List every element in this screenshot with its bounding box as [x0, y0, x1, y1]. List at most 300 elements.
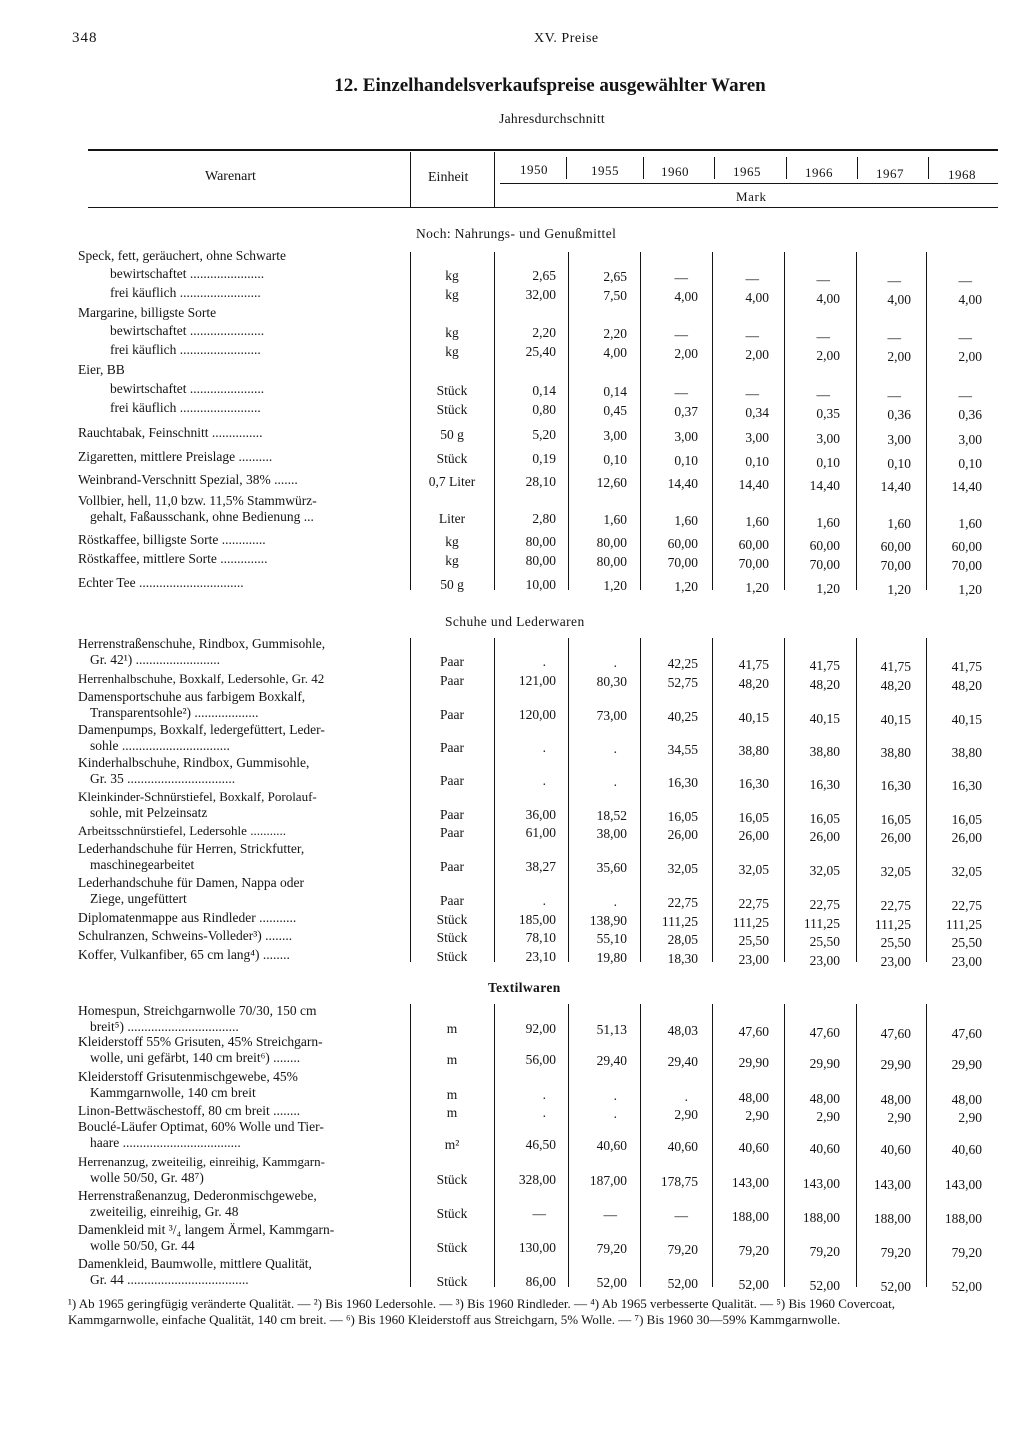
- cell-1960: 42,25: [667, 655, 698, 671]
- cell-1955: 1,20: [603, 577, 627, 593]
- cell-1968: 22,75: [951, 898, 982, 914]
- cell-1968: 1,20: [958, 582, 982, 598]
- column-rule: [410, 1004, 411, 1287]
- cell-1960: 111,25: [661, 913, 698, 929]
- cell-1965: 32,05: [738, 861, 769, 877]
- row-label: sohle, mit Pelzeinsatz: [90, 805, 208, 820]
- row-label: Damenpumps, Boxkalf, ledergefüttert, Leder-: [78, 722, 325, 737]
- chapter-heading: XV. Preise: [534, 31, 599, 46]
- cell-1960: 18,30: [667, 950, 698, 966]
- header-year-1968: 1968: [948, 166, 976, 182]
- cell-1955: 80,00: [596, 534, 627, 550]
- row-unit: Liter: [438, 511, 466, 526]
- row-label: Speck, fett, geräuchert, ohne Schwarte: [78, 248, 287, 263]
- cell-1967: 16,05: [880, 811, 911, 827]
- year-divider: [714, 157, 715, 179]
- cell-1955: 0,45: [603, 402, 627, 418]
- year-divider: [786, 157, 787, 179]
- row-label: Kammgarnwolle, 140 cm breit: [90, 1085, 256, 1100]
- cell-1950: .: [542, 740, 546, 755]
- row-label: haare ...................................: [90, 1135, 241, 1150]
- row-unit: kg: [445, 268, 459, 283]
- cell-1968: 23,00: [951, 954, 982, 970]
- header-year-1960: 1960: [661, 163, 689, 179]
- cell-1955: 2,65: [603, 268, 627, 284]
- cell-1960: 29,40: [667, 1053, 698, 1069]
- cell-1967: 60,00: [880, 538, 911, 554]
- cell-1966: 22,75: [809, 896, 840, 912]
- row-unit: Stück: [436, 383, 468, 398]
- cell-1955: 80,00: [596, 553, 627, 569]
- cell-1966: 0,35: [816, 405, 840, 421]
- cell-1965: 0,34: [745, 404, 769, 420]
- header-currency: Mark: [736, 189, 767, 204]
- cell-1955: 0,10: [603, 451, 627, 467]
- cell-1965: 40,15: [738, 709, 769, 725]
- cell-1950: 10,00: [525, 577, 556, 592]
- row-label: Kleiderstoff 55% Grisuten, 45% Streichgarn-: [78, 1034, 323, 1049]
- cell-1950: 2,20: [532, 325, 556, 340]
- cell-1950: 185,00: [518, 912, 556, 927]
- cell-1967: 1,60: [887, 515, 911, 531]
- cell-1950: 80,00: [525, 534, 556, 549]
- cell-1950: 46,50: [525, 1137, 556, 1152]
- header-einheit: Einheit: [428, 170, 469, 185]
- row-unit: m: [446, 1021, 458, 1036]
- cell-1965: 0,10: [745, 453, 769, 469]
- cell-1955: 2,20: [603, 325, 627, 341]
- header-divider-warenart: [410, 152, 411, 207]
- cell-1955: 80,30: [596, 673, 627, 689]
- cell-1965: 2,00: [745, 346, 769, 362]
- row-label: Homespun, Streichgarnwolle 70/30, 150 cm: [78, 1003, 317, 1018]
- footnotes: ¹) Ab 1965 geringfügig veränderte Qualität. — ²) Bis 1960 Ledersohle. — ³) Bis 1960 Rindleder. — ⁴) Ab 1965 verbesserte Qualität. — ⁵) Bis 1960 Covercoat, Kammgarnwolle, einfache Qualität, 140 cm breit. — ⁶) Bis 1960 Kleiderstoff aus Streichgarn, 5% Wolle. — ⁷) Bis 1960 30—59% Kammgarnwolle.: [68, 1296, 895, 1327]
- cell-1967: 22,75: [880, 897, 911, 913]
- cell-1968: 0,36: [958, 407, 982, 423]
- header-top-rule: [88, 149, 998, 151]
- cell-1966: —: [816, 328, 830, 344]
- row-label: Schulranzen, Schweins-Volleder³) ........: [78, 928, 293, 943]
- cell-1966: 32,05: [809, 862, 840, 878]
- cell-1950: .: [542, 1105, 546, 1120]
- row-label: bewirtschaftet ......................: [110, 323, 265, 338]
- cell-1966: 111,25: [803, 915, 840, 931]
- row-unit: Stück: [436, 949, 468, 964]
- cell-1966: 23,00: [809, 952, 840, 968]
- cell-1967: 79,20: [880, 1244, 911, 1260]
- row-label: Zigaretten, mittlere Preislage ..........: [78, 449, 273, 464]
- row-label: maschinegearbeitet: [90, 857, 195, 872]
- header-bottom-rule: [88, 207, 998, 208]
- cell-1968: 32,05: [951, 864, 982, 880]
- header-divider-einheit: [494, 152, 495, 207]
- cell-1966: —: [816, 386, 830, 402]
- cell-1950: 2,80: [532, 511, 556, 526]
- row-label: Gr. 35 ................................: [90, 771, 236, 786]
- row-unit: kg: [445, 553, 459, 568]
- row-label: Margarine, billigste Sorte: [78, 305, 217, 320]
- cell-1965: —: [745, 327, 759, 343]
- row-unit: Stück: [436, 912, 468, 927]
- cell-1955: .: [613, 1105, 617, 1121]
- cell-1966: 4,00: [816, 290, 840, 306]
- cell-1966: 25,50: [809, 933, 840, 949]
- cell-1950: 80,00: [525, 553, 556, 568]
- cell-1965: 1,60: [745, 513, 769, 529]
- cell-1950: .: [542, 893, 546, 908]
- cell-1968: 38,80: [951, 745, 982, 761]
- row-label: Diplomatenmappe aus Rindleder ...........: [78, 910, 297, 925]
- cell-1966: 2,00: [816, 347, 840, 363]
- cell-1955: 19,80: [596, 949, 627, 965]
- cell-1950: 121,00: [518, 673, 556, 688]
- cell-1950: 120,00: [518, 707, 556, 722]
- cell-1955: .: [613, 654, 617, 670]
- cell-1965: 143,00: [731, 1174, 769, 1190]
- cell-1967: 4,00: [887, 291, 911, 307]
- cell-1966: 3,00: [816, 430, 840, 446]
- cell-1960: 0,10: [674, 452, 698, 468]
- row-label: Rauchtabak, Feinschnitt ...............: [78, 425, 263, 440]
- row-unit: Paar: [440, 740, 464, 755]
- cell-1968: —: [958, 273, 972, 289]
- cell-1960: 4,00: [674, 288, 698, 304]
- year-divider: [566, 157, 567, 179]
- row-label: zweiteilig, einreihig, Gr. 48: [90, 1204, 239, 1219]
- cell-1950: .: [542, 773, 546, 788]
- row-label: Bouclé-Läufer Optimat, 60% Wolle und Tier-: [78, 1119, 324, 1134]
- cell-1960: 70,00: [667, 554, 698, 570]
- cell-1967: 48,00: [880, 1091, 911, 1107]
- cell-1965: —: [745, 270, 759, 286]
- cell-1965: 38,80: [738, 742, 769, 758]
- cell-1968: 60,00: [951, 539, 982, 555]
- row-unit: kg: [445, 534, 459, 549]
- cell-1960: 26,00: [667, 826, 698, 842]
- cell-1960: 1,60: [674, 512, 698, 528]
- row-unit: Paar: [440, 773, 464, 788]
- cell-1968: 2,00: [958, 349, 982, 365]
- cell-1950: 23,10: [525, 949, 556, 964]
- row-unit: Paar: [440, 859, 464, 874]
- cell-1960: 32,05: [667, 860, 698, 876]
- cell-1950: —: [532, 1206, 546, 1221]
- cell-1965: 188,00: [731, 1208, 769, 1224]
- row-unit: m: [446, 1052, 458, 1067]
- cell-1950: 78,10: [525, 930, 556, 945]
- year-divider: [928, 157, 929, 179]
- cell-1960: 52,75: [667, 674, 698, 690]
- row-unit: kg: [445, 344, 459, 359]
- header-year-1966: 1966: [805, 165, 833, 181]
- cell-1966: 70,00: [809, 556, 840, 572]
- cell-1967: 70,00: [880, 557, 911, 573]
- cell-1968: 70,00: [951, 558, 982, 574]
- section-title: Noch: Nahrungs- und Genußmittel: [416, 226, 617, 241]
- cell-1967: —: [887, 387, 901, 403]
- cell-1968: 16,30: [951, 778, 982, 794]
- cell-1960: 40,60: [667, 1138, 698, 1154]
- cell-1960: .: [684, 1088, 688, 1104]
- cell-1968: 25,50: [951, 935, 982, 951]
- cell-1960: 0,37: [674, 403, 698, 419]
- cell-1955: 52,00: [596, 1274, 627, 1290]
- cell-1968: 26,00: [951, 830, 982, 846]
- cell-1960: 52,00: [667, 1275, 698, 1291]
- cell-1967: 25,50: [880, 934, 911, 950]
- cell-1965: 29,90: [738, 1054, 769, 1070]
- cell-1965: 16,30: [738, 775, 769, 791]
- cell-1966: 48,00: [809, 1090, 840, 1106]
- row-label: Damenkleid, Baumwolle, mittlere Qualität,: [78, 1256, 312, 1271]
- cell-1966: 48,20: [809, 676, 840, 692]
- header-year-1967: 1967: [876, 166, 904, 181]
- cell-1960: 16,30: [667, 774, 698, 790]
- cell-1960: —: [674, 384, 688, 400]
- cell-1965: 16,05: [738, 809, 769, 825]
- cell-1967: 40,60: [880, 1141, 911, 1157]
- cell-1966: 188,00: [802, 1209, 840, 1225]
- cell-1960: 40,25: [667, 708, 698, 724]
- cell-1967: 52,00: [880, 1278, 911, 1294]
- row-label: Röstkaffee, billigste Sorte .............: [78, 532, 266, 547]
- cell-1967: 111,25: [874, 916, 911, 932]
- cell-1950: .: [542, 654, 546, 669]
- row-label: breit⁵) .................................: [90, 1019, 239, 1034]
- cell-1955: 55,10: [596, 930, 627, 946]
- page-number: 348: [72, 30, 98, 46]
- row-unit: 50 g: [440, 577, 464, 592]
- cell-1950: 56,00: [525, 1052, 556, 1067]
- cell-1950: 36,00: [525, 807, 556, 822]
- cell-1965: 22,75: [738, 895, 769, 911]
- cell-1968: —: [958, 330, 972, 346]
- row-label: bewirtschaftet ......................: [110, 266, 265, 281]
- column-rule: [410, 252, 411, 590]
- row-label: Vollbier, hell, 11,0 bzw. 11,5% Stammwürz-: [78, 493, 317, 508]
- row-unit: Stück: [436, 1206, 468, 1221]
- header-warenart: Warenart: [205, 169, 256, 184]
- row-unit: kg: [445, 325, 459, 340]
- row-unit: Stück: [436, 930, 468, 945]
- cell-1966: 16,30: [809, 776, 840, 792]
- cell-1967: —: [887, 329, 901, 345]
- cell-1966: 41,75: [809, 657, 840, 673]
- cell-1955: 3,00: [603, 427, 627, 443]
- cell-1950: 328,00: [518, 1172, 556, 1187]
- cell-1960: 2,90: [674, 1106, 698, 1122]
- cell-1950: 38,27: [525, 859, 556, 874]
- row-unit: Stück: [436, 451, 468, 466]
- cell-1968: 48,20: [951, 678, 982, 694]
- cell-1965: 14,40: [738, 476, 769, 492]
- cell-1950: 0,80: [532, 402, 556, 417]
- cell-1965: 3,00: [745, 429, 769, 445]
- cell-1955: —: [603, 1206, 617, 1222]
- cell-1966: 14,40: [809, 477, 840, 493]
- cell-1967: 47,60: [880, 1025, 911, 1041]
- column-rule: [410, 638, 411, 962]
- row-unit: Paar: [440, 654, 464, 669]
- row-label: Kleiderstoff Grisutenmischgewebe, 45%: [78, 1069, 298, 1084]
- table-subtitle: Jahresdurchschnitt: [499, 111, 605, 126]
- row-label: frei käuflich ........................: [110, 400, 261, 415]
- cell-1968: 143,00: [944, 1177, 982, 1193]
- cell-1965: 48,20: [738, 675, 769, 691]
- cell-1967: 0,36: [887, 406, 911, 422]
- row-unit: Paar: [440, 707, 464, 722]
- cell-1960: 60,00: [667, 535, 698, 551]
- cell-1955: 79,20: [596, 1240, 627, 1256]
- cell-1960: 79,20: [667, 1241, 698, 1257]
- row-unit: m: [446, 1105, 458, 1120]
- row-label: wolle 50/50, Gr. 44: [90, 1238, 195, 1253]
- cell-1955: 40,60: [596, 1137, 627, 1153]
- cell-1967: 1,20: [887, 581, 911, 597]
- cell-1955: 12,60: [596, 474, 627, 490]
- cell-1955: 138,90: [589, 912, 627, 928]
- row-unit: Paar: [440, 807, 464, 822]
- cell-1967: 23,00: [880, 953, 911, 969]
- row-unit: Stück: [436, 1240, 468, 1255]
- row-label: wolle 50/50, Gr. 48⁷): [90, 1170, 204, 1185]
- cell-1950: 86,00: [525, 1274, 556, 1289]
- cell-1960: 28,05: [667, 931, 698, 947]
- cell-1966: 52,00: [809, 1277, 840, 1293]
- cell-1955: 18,52: [596, 807, 627, 823]
- cell-1968: 41,75: [951, 659, 982, 675]
- cell-1968: 0,10: [958, 456, 982, 472]
- cell-1967: 2,90: [887, 1109, 911, 1125]
- cell-1967: 188,00: [873, 1210, 911, 1226]
- cell-1960: 1,20: [674, 578, 698, 594]
- cell-1966: 60,00: [809, 537, 840, 553]
- row-label: Lederhandschuhe für Damen, Nappa oder: [78, 875, 305, 890]
- cell-1966: 1,20: [816, 580, 840, 596]
- cell-1967: 48,20: [880, 677, 911, 693]
- cell-1965: 47,60: [738, 1023, 769, 1039]
- row-label: Herrenanzug, zweiteilig, einreihig, Kammgarn-: [78, 1154, 325, 1169]
- cell-1967: 40,15: [880, 711, 911, 727]
- cell-1966: 47,60: [809, 1024, 840, 1040]
- cell-1965: 23,00: [738, 951, 769, 967]
- cell-1950: .: [542, 1087, 546, 1102]
- cell-1965: 52,00: [738, 1276, 769, 1292]
- table-title: 12. Einzelhandelsverkaufspreise ausgewählter Waren: [334, 75, 766, 96]
- cell-1968: 47,60: [951, 1026, 982, 1042]
- cell-1965: 1,20: [745, 579, 769, 595]
- cell-1955: 4,00: [603, 344, 627, 360]
- row-label: frei käuflich ........................: [110, 285, 261, 300]
- row-label: gehalt, Faßausschank, ohne Bedienung ...: [90, 509, 314, 524]
- row-label: bewirtschaftet ......................: [110, 381, 265, 396]
- row-label: Herrenstraßenschuhe, Rindbox, Gummisohle,: [78, 636, 326, 651]
- section-title: Textilwaren: [488, 980, 561, 995]
- cell-1950: 2,65: [532, 268, 556, 283]
- cell-1967: 38,80: [880, 744, 911, 760]
- cell-1960: 2,00: [674, 345, 698, 361]
- cell-1950: 61,00: [525, 825, 556, 840]
- cell-1960: 14,40: [667, 475, 698, 491]
- cell-1950: 0,19: [532, 451, 556, 466]
- cell-1966: 16,05: [809, 810, 840, 826]
- year-row-rule: [500, 183, 998, 184]
- cell-1966: 40,60: [809, 1140, 840, 1156]
- row-label: Kinderhalbschuhe, Rindbox, Gummisohle,: [78, 755, 310, 770]
- cell-1967: 14,40: [880, 478, 911, 494]
- row-label: frei käuflich ........................: [110, 342, 261, 357]
- cell-1965: 79,20: [738, 1242, 769, 1258]
- cell-1968: 29,90: [951, 1057, 982, 1073]
- cell-1968: 1,60: [958, 516, 982, 532]
- row-unit: Paar: [440, 893, 464, 908]
- cell-1966: 0,10: [816, 454, 840, 470]
- row-label: Ziege, ungefüttert: [90, 891, 187, 906]
- cell-1966: 40,15: [809, 710, 840, 726]
- cell-1955: .: [613, 893, 617, 909]
- cell-1955: 51,13: [596, 1021, 627, 1037]
- row-unit: Stück: [436, 402, 468, 417]
- cell-1967: 26,00: [880, 829, 911, 845]
- header-year-1965: 1965: [733, 164, 761, 180]
- row-label: Herrenstraßenanzug, Dederonmischgewebe,: [78, 1188, 317, 1203]
- row-label: Lederhandschuhe für Herren, Strickfutter,: [78, 841, 305, 856]
- year-divider: [857, 157, 858, 179]
- row-unit: kg: [445, 287, 459, 302]
- cell-1960: 22,75: [667, 894, 698, 910]
- cell-1968: 14,40: [951, 479, 982, 495]
- row-unit: Stück: [436, 1172, 468, 1187]
- row-label: Eier, BB: [78, 362, 125, 377]
- cell-1966: —: [816, 271, 830, 287]
- section-title: Schuhe und Lederwaren: [445, 614, 585, 629]
- cell-1960: —: [674, 326, 688, 342]
- cell-1966: 38,80: [809, 743, 840, 759]
- cell-1955: 38,00: [596, 825, 627, 841]
- row-label: Transparentsohle²) ...................: [90, 705, 259, 720]
- cell-1955: 29,40: [596, 1052, 627, 1068]
- cell-1968: 48,00: [951, 1092, 982, 1108]
- cell-1967: 143,00: [873, 1176, 911, 1192]
- cell-1968: 2,90: [958, 1110, 982, 1126]
- cell-1955: .: [613, 740, 617, 756]
- row-unit: Paar: [440, 673, 464, 688]
- cell-1960: 3,00: [674, 428, 698, 444]
- cell-1965: 40,60: [738, 1139, 769, 1155]
- row-label: Gr. 44 ....................................: [90, 1272, 249, 1287]
- cell-1950: 32,00: [525, 287, 556, 302]
- cell-1955: 35,60: [596, 859, 627, 875]
- cell-1966: 1,60: [816, 514, 840, 530]
- cell-1968: 4,00: [958, 292, 982, 308]
- cell-1967: —: [887, 272, 901, 288]
- cell-1968: 40,15: [951, 712, 982, 728]
- cell-1965: 26,00: [738, 827, 769, 843]
- row-label: Arbeitsschnürstiefel, Ledersohle ...........: [78, 823, 286, 838]
- cell-1960: 16,05: [667, 808, 698, 824]
- cell-1965: 41,75: [738, 656, 769, 672]
- row-label: sohle ................................: [90, 738, 230, 753]
- cell-1967: 16,30: [880, 777, 911, 793]
- cell-1968: 40,60: [951, 1142, 982, 1158]
- cell-1960: —: [674, 1207, 688, 1223]
- cell-1955: 7,50: [603, 287, 627, 303]
- cell-1968: 79,20: [951, 1245, 982, 1261]
- cell-1960: 48,03: [667, 1022, 698, 1038]
- cell-1950: 28,10: [525, 474, 556, 489]
- cell-1967: 41,75: [880, 658, 911, 674]
- cell-1967: 2,00: [887, 348, 911, 364]
